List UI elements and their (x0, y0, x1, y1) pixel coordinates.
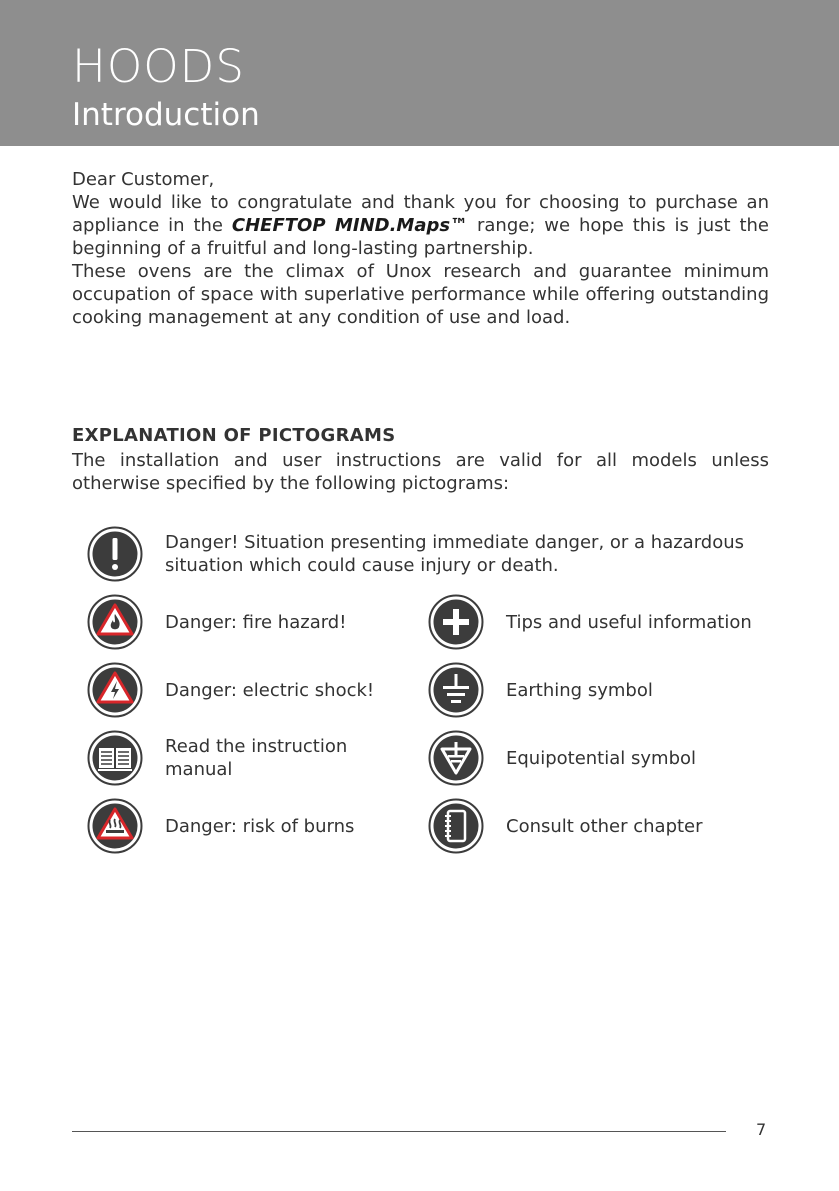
pictogram-electric (87, 662, 374, 718)
pictogram-label: Equipotential symbol (506, 747, 697, 769)
plus-icon (428, 594, 484, 650)
equipotential-icon (428, 730, 484, 786)
pictogram-label: Tips and useful information (506, 611, 752, 633)
pictogram-label: Consult other chapter (506, 815, 703, 837)
pictogram-danger (87, 526, 769, 582)
intro-text (72, 168, 769, 329)
pictogram-manual (87, 730, 375, 786)
earthing-icon (428, 662, 484, 718)
hot-surface-icon (87, 798, 143, 854)
fire-hazard-icon (87, 594, 143, 650)
intro-paragraph-2: These ovens are the climax of Unox research and guarantee minimum occupation of space with superlative performance while offering outstanding cooking management at any condition of use and load. (72, 261, 769, 328)
pictogram-label: Earthing symbol (506, 679, 653, 701)
page-subtitle: Introduction (72, 97, 260, 133)
intro-paragraph-1: We would like to congratulate and thank you for choosing to purchase an appliance in the CHEFTOP MIND.Maps™ range; we hope this is just the beginning of a fruitful and long-lasting partnership. (72, 192, 770, 259)
pictogram-fire (87, 594, 346, 650)
pictogram-label: Read the instruction manual (165, 736, 348, 780)
pictogram-label: Danger: risk of burns (165, 815, 355, 837)
pictogram-label: Danger: electric shock! (165, 679, 375, 701)
notebook-icon (428, 798, 484, 854)
pictogram-tips (428, 594, 752, 650)
brand-name: CHEFTOP MIND.Maps™ (231, 215, 469, 236)
pictogram-chapter (428, 798, 703, 854)
page-number: 7 (756, 1120, 767, 1139)
electric-shock-icon (87, 662, 143, 718)
pictogram-label: Danger: fire hazard! (165, 611, 347, 633)
pictogram-label: Danger! Situation presenting immediate danger, or a hazardous situation which could cause injury or death. (165, 532, 745, 576)
pictogram-burns (87, 798, 354, 854)
page-header (0, 0, 839, 146)
greeting: Dear Customer, (72, 169, 215, 190)
page-title: HOODS (72, 40, 245, 93)
book-icon (87, 730, 143, 786)
section-title: EXPLANATION OF PICTOGRAMS (72, 425, 396, 446)
pictogram-equipotential (428, 730, 696, 786)
section-text: The installation and user instructions are valid for all models unless otherwise specified by the following pictograms: (72, 450, 769, 494)
pictogram-earthing (428, 662, 653, 718)
footer-rule (72, 1131, 726, 1132)
exclamation-icon (87, 526, 143, 582)
